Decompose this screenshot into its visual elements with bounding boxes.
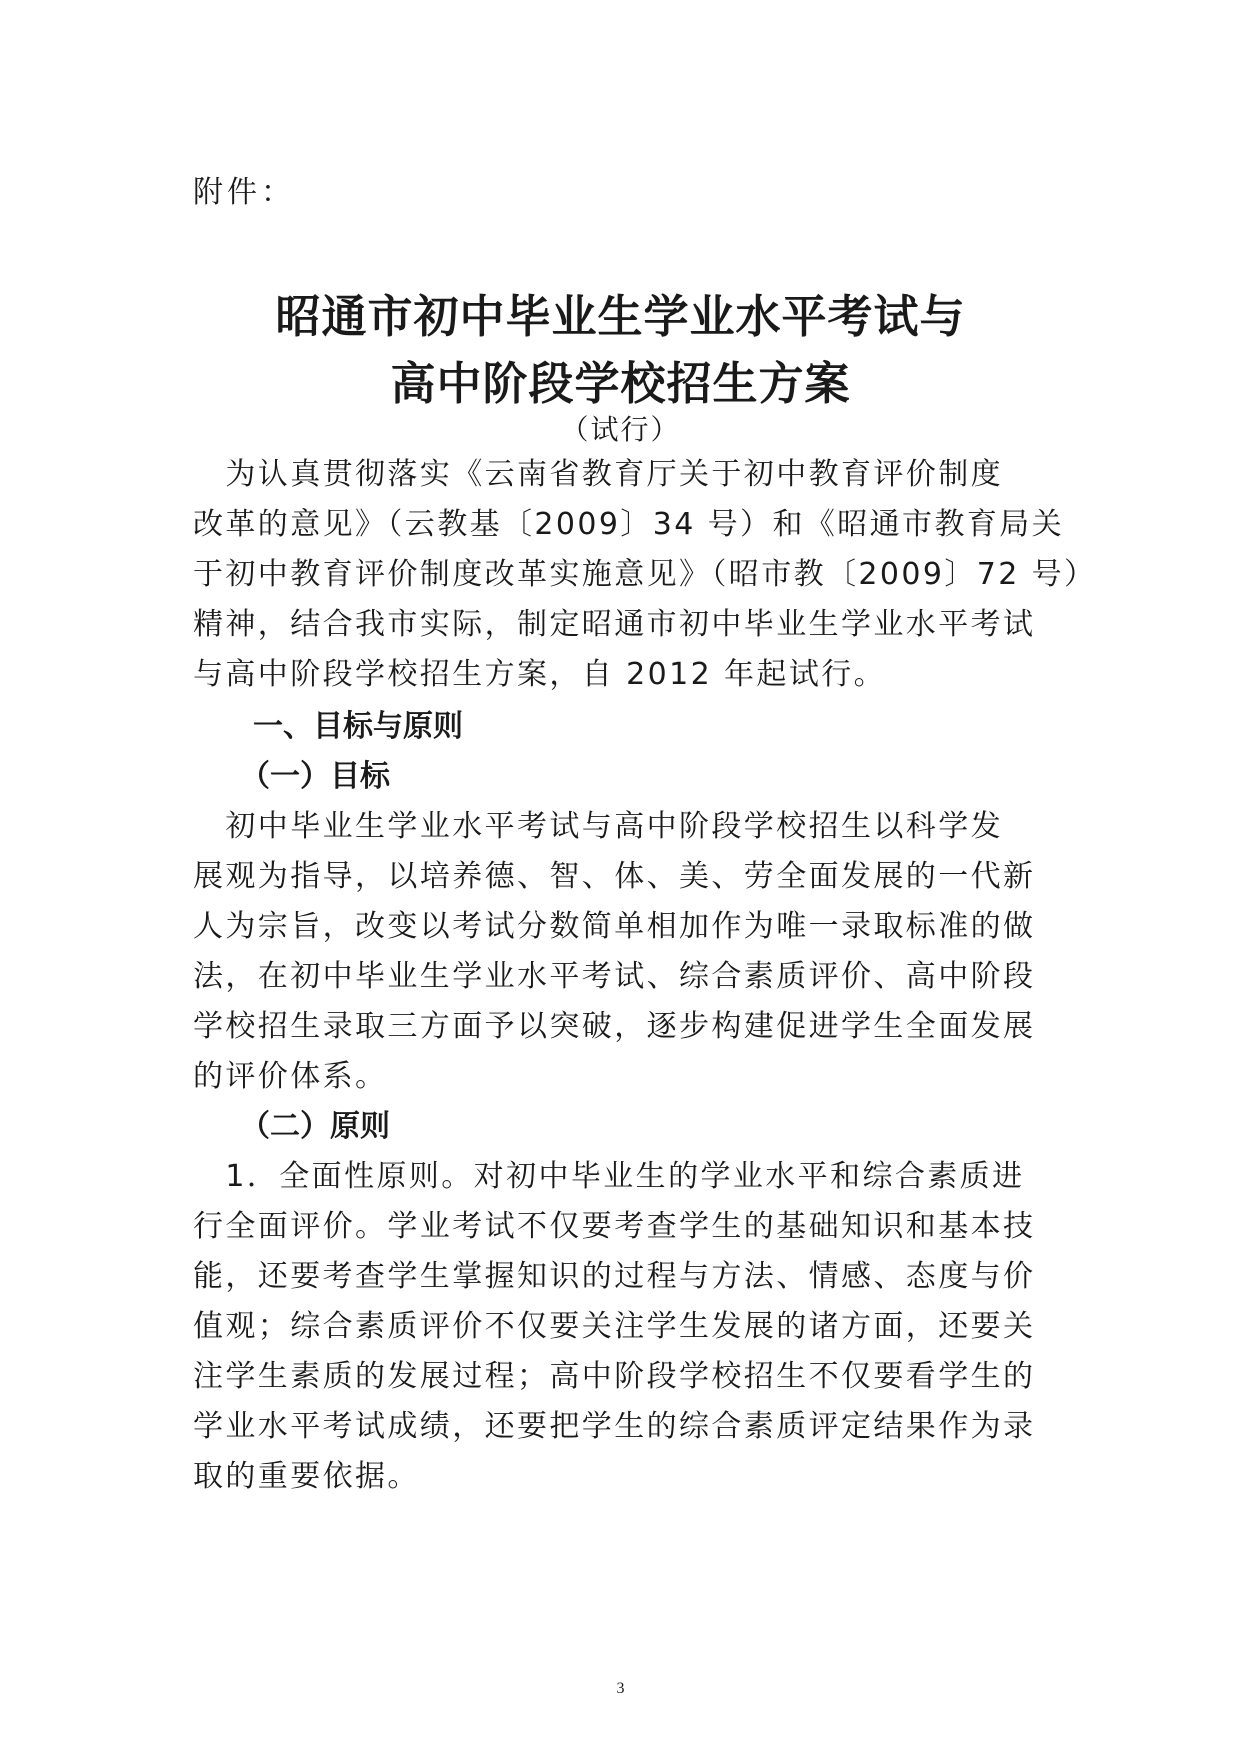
principle-line: 能，还要考查学生掌握知识的过程与方法、情感、态度与价	[193, 1259, 1036, 1294]
principle-line: 取的重要依据。	[193, 1459, 420, 1494]
title-line-1: 昭通市初中毕业生学业水平考试与	[275, 290, 966, 343]
intro-line: 于初中教育评价制度改革实施意见》（昭市教〔2009〕72 号）	[193, 557, 1097, 592]
subsection-heading: （一）目标	[240, 759, 390, 794]
goal-line: 展观为指导，以培养德、智、体、美、劳全面发展的一代新	[193, 859, 1036, 894]
subtitle: （试行）	[560, 413, 681, 446]
intro-line: 与高中阶段学校招生方案，自 2012 年起试行。	[193, 657, 887, 692]
intro-line: 精神，结合我市实际，制定昭通市初中毕业生学业水平考试	[193, 607, 1036, 642]
goal-line: 法，在初中毕业生学业水平考试、综合素质评价、高中阶段	[193, 959, 1036, 994]
principle-line: 值观；综合素质评价不仅要关注学生发展的诸方面，还要关	[193, 1309, 1036, 1344]
principle-line: 1．全面性原则。对初中毕业生的学业水平和综合素质进	[193, 1159, 1025, 1194]
principle-line: 行全面评价。学业考试不仅要考查学生的基础知识和基本技	[193, 1209, 1036, 1244]
intro-line: 为认真贯彻落实《云南省教育厅关于初中教育评价制度	[193, 457, 1003, 492]
principle-line: 注学生素质的发展过程；高中阶段学校招生不仅要看学生的	[193, 1359, 1036, 1394]
goal-line: 学校招生录取三方面予以突破，逐步构建促进学生全面发展	[193, 1009, 1036, 1044]
intro-line: 改革的意见》（云教基〔2009〕34 号）和《昭通市教育局关	[193, 507, 1065, 542]
subsection-heading: （二）原则	[240, 1109, 390, 1144]
goal-line: 初中毕业生学业水平考试与高中阶段学校招生以科学发	[193, 809, 1003, 844]
title-line-2: 高中阶段学校招生方案	[390, 357, 851, 410]
section-heading: 一、目标与原则	[253, 709, 463, 744]
goal-line: 的评价体系。	[193, 1059, 388, 1094]
page-number: 3	[616, 1680, 625, 1697]
goal-line: 人为宗旨，改变以考试分数简单相加作为唯一录取标准的做	[193, 909, 1036, 944]
annex-label: 附件：	[193, 175, 295, 210]
principle-line: 学业水平考试成绩，还要把学生的综合素质评定结果作为录	[193, 1409, 1036, 1444]
